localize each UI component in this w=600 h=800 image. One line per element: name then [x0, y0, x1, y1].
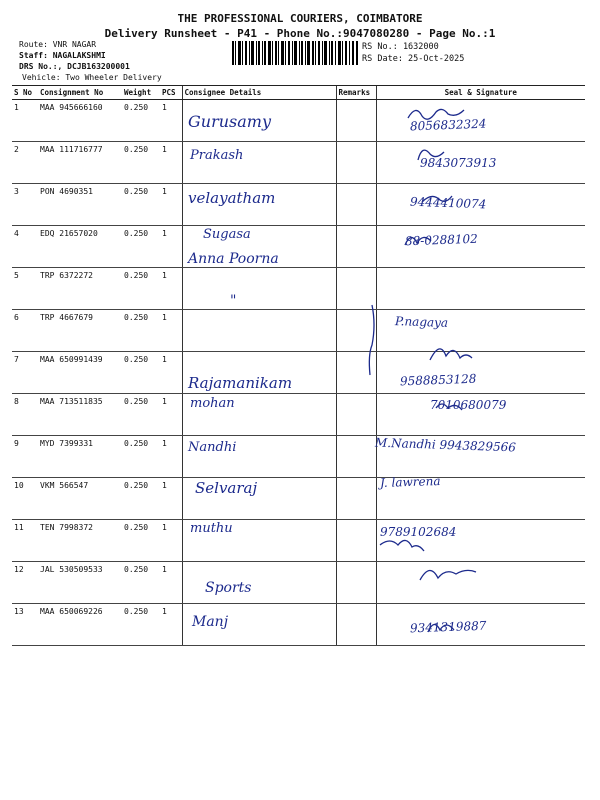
- handwritten-consignee: Selvaraj: [195, 479, 258, 498]
- cell-consignment: EDQ 21657020: [38, 226, 122, 268]
- cell-remarks: [336, 142, 376, 184]
- cell-weight: 0.250: [122, 310, 160, 352]
- header-consignment: Consignment No: [38, 86, 122, 100]
- handwritten-consignee: mohan: [190, 395, 235, 411]
- cell-consignment: MYD 7399331: [38, 436, 122, 478]
- cell-weight: 0.250: [122, 478, 160, 520]
- table-row: [12, 226, 585, 268]
- cell-sno: 1: [12, 100, 38, 142]
- cell-consignment: VKM 566547: [38, 478, 122, 520]
- handwritten-consignee: Rajamanikam: [188, 374, 293, 393]
- cell-sno: 5: [12, 268, 38, 310]
- table-row: [12, 310, 585, 352]
- cell-consignment: MAA 713511835: [38, 394, 122, 436]
- handwritten-signature: 9588853128: [399, 371, 477, 389]
- handwritten-signature: 8056832324: [409, 116, 487, 134]
- cell-sno: 10: [12, 478, 38, 520]
- handwritten-consignee: Prakash: [190, 147, 244, 163]
- cell-pcs: 1: [160, 394, 182, 436]
- cell-consignment: JAL 530509533: [38, 562, 122, 604]
- cell-sno: 3: [12, 184, 38, 226]
- cell-consignment: TRP 6372272: [38, 268, 122, 310]
- header-consignee: Consignee Details: [182, 86, 336, 100]
- cell-consignment: TEN 7998372: [38, 520, 122, 562]
- table-row: [12, 562, 585, 604]
- table-row: [12, 604, 585, 646]
- vehicle-label: Vehicle: Two Wheeler Delivery: [22, 73, 162, 82]
- table-row: [12, 478, 585, 520]
- cell-pcs: 1: [160, 520, 182, 562]
- cell-weight: 0.250: [122, 142, 160, 184]
- cell-remarks: [336, 604, 376, 646]
- cell-pcs: 1: [160, 352, 182, 394]
- handwritten-signature: 9843073913: [420, 155, 497, 170]
- cell-consignee: [182, 268, 336, 310]
- cell-remarks: [336, 100, 376, 142]
- rs-date: RS Date: 25-Oct-2025: [362, 54, 465, 64]
- drs-label: DRS No.:, DCJB163200001: [19, 62, 130, 71]
- staff-label: Staff: NAGALAKSHMI: [19, 51, 106, 60]
- cell-remarks: [336, 562, 376, 604]
- cell-pcs: 1: [160, 226, 182, 268]
- cell-sno: 13: [12, 604, 38, 646]
- cell-sno: 7: [12, 352, 38, 394]
- cell-sno: 9: [12, 436, 38, 478]
- table-row: [12, 142, 585, 184]
- cell-remarks: [336, 226, 376, 268]
- cell-weight: 0.250: [122, 604, 160, 646]
- handwritten-consignee: Nandhi: [188, 439, 237, 455]
- header-pcs: PCS: [160, 86, 182, 100]
- company-title: THE PROFESSIONAL COURIERS, COIMBATORE: [177, 12, 423, 25]
- cell-signature: [376, 268, 585, 310]
- cell-remarks: [336, 184, 376, 226]
- cell-consignee: [182, 310, 336, 352]
- cell-pcs: 1: [160, 100, 182, 142]
- cell-weight: 0.250: [122, 268, 160, 310]
- cell-consignment: TRP 4667679: [38, 310, 122, 352]
- cell-sno: 12: [12, 562, 38, 604]
- header-remarks: Remarks: [336, 86, 376, 100]
- cell-weight: 0.250: [122, 394, 160, 436]
- handwritten-signature: 9341319887: [409, 619, 487, 636]
- cell-remarks: [336, 352, 376, 394]
- cell-pcs: 1: [160, 184, 182, 226]
- handwritten-consignee: ": [230, 292, 237, 309]
- cell-pcs: 1: [160, 310, 182, 352]
- cell-remarks: [336, 478, 376, 520]
- cell-pcs: 1: [160, 142, 182, 184]
- table-row: [12, 100, 585, 142]
- handwritten-signature: 9789102684: [380, 525, 457, 539]
- header-sno: S No: [12, 86, 38, 100]
- handwritten-consignee: velayatham: [188, 189, 276, 208]
- cell-weight: 0.250: [122, 226, 160, 268]
- header-weight: Weight: [122, 86, 160, 100]
- handwritten-consignee: Sugasa: [203, 227, 251, 243]
- rs-number: RS No.: 1632000: [362, 42, 439, 52]
- table-row: [12, 268, 585, 310]
- cell-consignment: MAA 111716777: [38, 142, 122, 184]
- cell-weight: 0.250: [122, 520, 160, 562]
- table-header-row: [12, 86, 585, 100]
- handwritten-signature: M.Nandhi 9943829566: [374, 435, 517, 455]
- cell-weight: 0.250: [122, 562, 160, 604]
- handwritten-signature: 7010680079: [430, 397, 507, 412]
- cell-sno: 2: [12, 142, 38, 184]
- runsheet-subtitle: Delivery Runsheet - P41 - Phone No.:9047080280 - Page No.:1: [104, 27, 496, 40]
- cell-consignment: MAA 650069226: [38, 604, 122, 646]
- table-row: [12, 184, 585, 226]
- cell-weight: 0.250: [122, 100, 160, 142]
- cell-pcs: 1: [160, 478, 182, 520]
- runsheet-table: [12, 85, 585, 646]
- cell-pcs: 1: [160, 604, 182, 646]
- cell-signature: [376, 562, 585, 604]
- handwritten-signature: P.nagaya: [394, 313, 449, 330]
- cell-weight: 0.250: [122, 352, 160, 394]
- cell-remarks: [336, 310, 376, 352]
- handwritten-consignee: Anna Poorna: [188, 250, 279, 267]
- barcode: [232, 41, 358, 65]
- cell-pcs: 1: [160, 436, 182, 478]
- cell-pcs: 1: [160, 268, 182, 310]
- cell-remarks: [336, 394, 376, 436]
- handwritten-signature: 88-0288102: [404, 231, 479, 249]
- handwritten-signature: J. lawrena: [379, 474, 441, 491]
- handwritten-signature: 9444410074: [409, 195, 487, 212]
- table-row: [12, 520, 585, 562]
- route-label: Route: VNR NAGAR: [19, 40, 97, 49]
- cell-consignment: MAA 945666160: [38, 100, 122, 142]
- table-row: [12, 352, 585, 394]
- cell-consignment: MAA 650991439: [38, 352, 122, 394]
- cell-weight: 0.250: [122, 184, 160, 226]
- cell-sno: 8: [12, 394, 38, 436]
- cell-sno: 4: [12, 226, 38, 268]
- cell-remarks: [336, 436, 376, 478]
- handwritten-consignee: muthu: [190, 521, 233, 536]
- cell-sno: 11: [12, 520, 38, 562]
- handwritten-consignee: Sports: [205, 579, 252, 596]
- cell-weight: 0.250: [122, 436, 160, 478]
- cell-remarks: [336, 268, 376, 310]
- cell-pcs: 1: [160, 562, 182, 604]
- handwritten-consignee: Manj: [192, 614, 229, 631]
- handwritten-consignee: Gurusamy: [188, 112, 271, 131]
- cell-sno: 6: [12, 310, 38, 352]
- cell-consignment: PON 4690351: [38, 184, 122, 226]
- cell-remarks: [336, 520, 376, 562]
- header-signature: Seal & Signature: [376, 86, 585, 100]
